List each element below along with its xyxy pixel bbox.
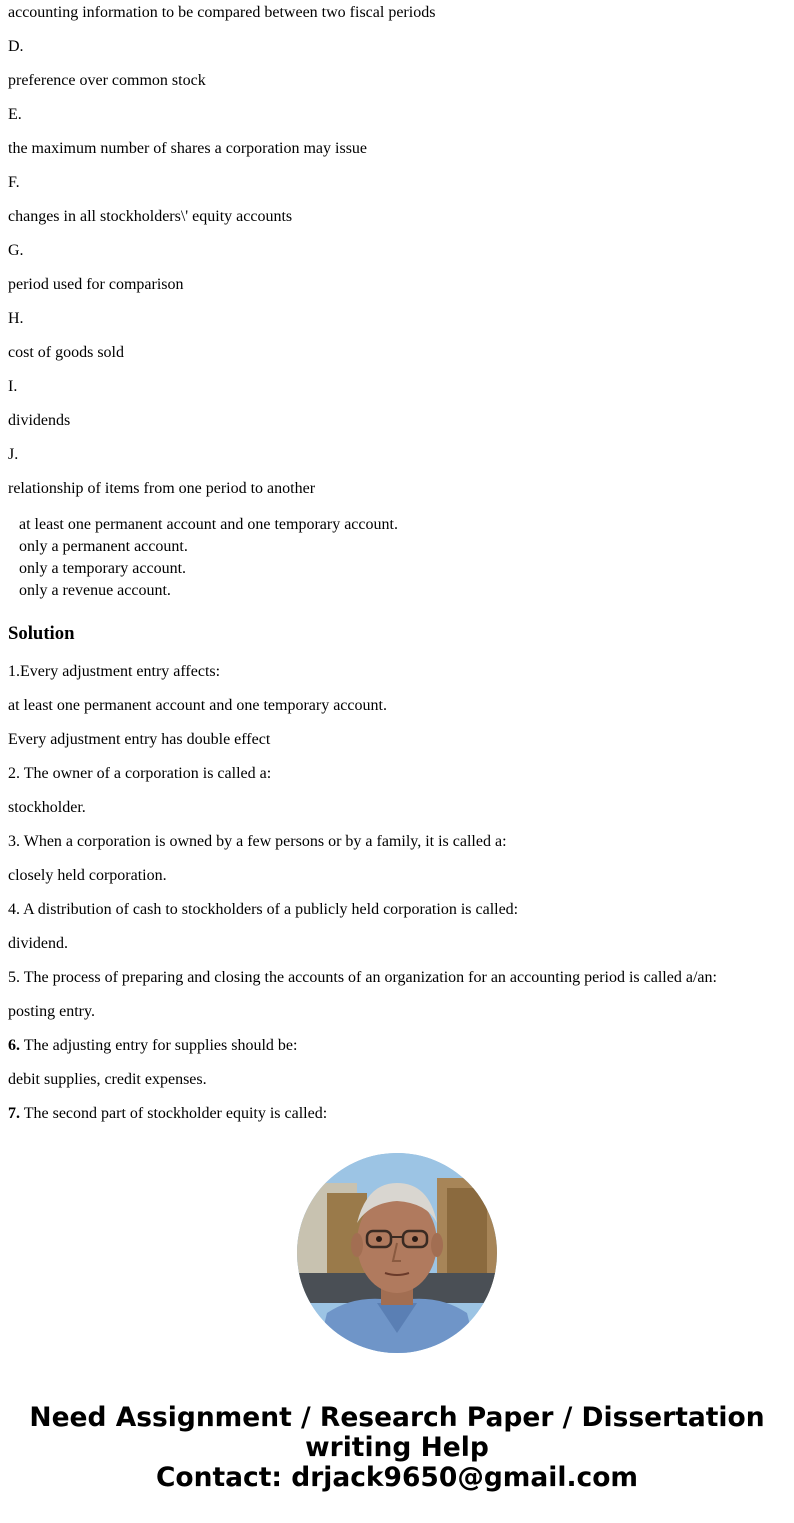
avatar: [297, 1153, 497, 1353]
answer-item: dividends: [8, 412, 71, 429]
promo-line-2: writing Help: [305, 1432, 489, 1463]
answer-item: relationship of items from one period to another: [8, 480, 316, 497]
option-item: only a permanent account.: [19, 538, 188, 555]
promo-line-1: Need Assignment / Research Paper / Dissertation: [29, 1402, 765, 1433]
question-3: 3. When a corporation is owned by a few persons or by a family, it is called a:: [8, 833, 507, 850]
question-5: 5. The process of preparing and closing the accounts of an organization for an accounting period is called a/an:: [8, 969, 717, 986]
answer-letter: D.: [8, 38, 24, 55]
answer-4: dividend.: [8, 935, 68, 952]
answer-item: accounting information to be compared between two fiscal periods: [8, 4, 436, 21]
promo-banner: [0, 1403, 794, 1493]
answer-letter: E.: [8, 106, 22, 123]
answer-item: period used for comparison: [8, 276, 184, 293]
answer-5: posting entry.: [8, 1003, 95, 1020]
answer-item: changes in all stockholders\' equity accounts: [8, 208, 293, 225]
answer-2: stockholder.: [8, 799, 86, 816]
question-4: 4. A distribution of cash to stockholders of a publicly held corporation is called:: [8, 901, 519, 918]
answer-item: the maximum number of shares a corporation may issue: [8, 140, 368, 157]
answer-letter: I.: [8, 378, 18, 395]
promo-contact[interactable]: Contact: drjack9650@gmail.com: [155, 1462, 639, 1493]
answer-3: closely held corporation.: [8, 867, 167, 884]
question-2: 2. The owner of a corporation is called a:: [8, 765, 272, 782]
question-7: [8, 1102, 327, 1126]
answer-letter: J.: [8, 446, 19, 463]
question-6: [8, 1034, 297, 1058]
answer-letter: G.: [8, 242, 24, 259]
solution-heading: Solution: [8, 623, 75, 644]
answer-letter: F.: [8, 174, 20, 191]
answer-item: cost of goods sold: [8, 344, 124, 361]
question-7-text: The second part of stockholder equity is called:: [20, 1105, 328, 1122]
question-1: 1.Every adjustment entry affects:: [8, 663, 221, 680]
answer-6: debit supplies, credit expenses.: [8, 1071, 207, 1088]
answer-1-note: Every adjustment entry has double effect: [8, 731, 271, 748]
answer-item: preference over common stock: [8, 72, 206, 89]
option-item: only a revenue account.: [19, 582, 171, 599]
question-6-text: The adjusting entry for supplies should be:: [20, 1037, 298, 1054]
answer-1: at least one permanent account and one temporary account.: [8, 697, 387, 714]
answer-letter: H.: [8, 310, 24, 327]
option-item: only a temporary account.: [19, 560, 187, 577]
question-7-number: 7.: [8, 1105, 20, 1122]
avatar-portrait-image: [297, 1153, 497, 1353]
question-6-number: 6.: [8, 1037, 20, 1054]
option-item: at least one permanent account and one temporary account.: [19, 516, 398, 533]
